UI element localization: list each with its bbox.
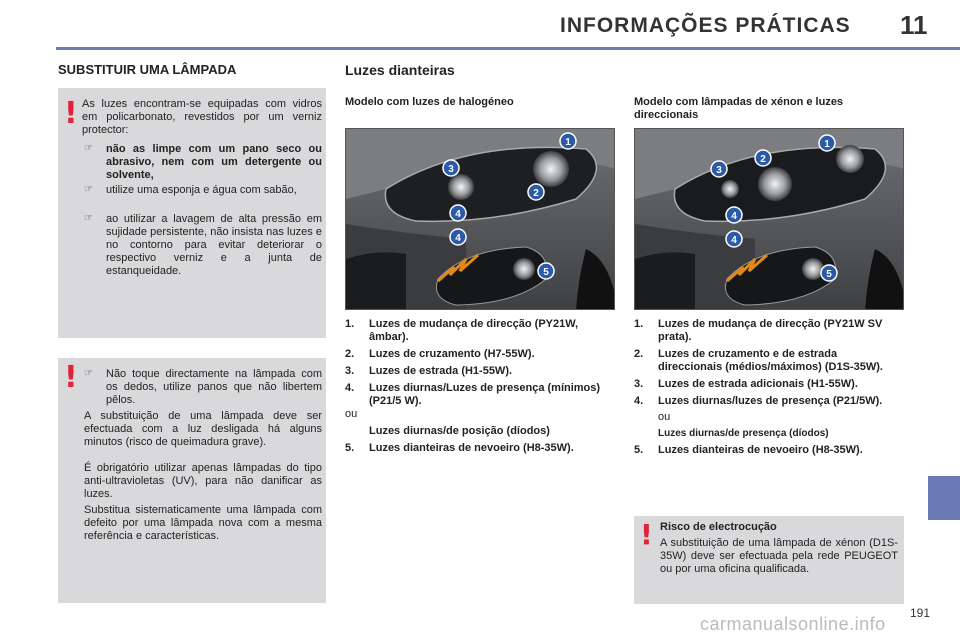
chapter-number: 11: [900, 10, 928, 40]
callout-1: 1: [824, 139, 830, 150]
hand-pointer-icon: ☞: [84, 184, 93, 195]
callout-3: 3: [716, 165, 722, 176]
xenon-headlight-illustration: [635, 129, 904, 310]
list-item: 4. Luzes diurnas/luzes de presença (P21/5W). ou Luzes diurnas/de presença (díodos): [634, 395, 883, 439]
cleaning-intro: As luzes encontram-se equipadas com vidros em policarbonato, revestidos por um verniz protector:: [82, 98, 322, 136]
handling-paragraph-2: É obrigatório utilizar apenas lâmpadas do tipo anti-ultravioletas (UV), para não danificar as luzes.: [84, 462, 322, 500]
callout-4-lower: 4: [455, 233, 461, 244]
warning-icon: !: [64, 96, 78, 131]
warning-box-cleaning: [58, 88, 326, 338]
cleaning-bullet-3: ao utilizar a lavagem de alta pressão em sujidade persistente, não insista nas luzes e no contorno para evitar deteriorar o respectivo verniz e a junta de estanqueidade.: [106, 213, 322, 277]
page-header-title: INFORMAÇÕES PRÁTICAS: [560, 14, 851, 37]
callout-3: 3: [448, 164, 454, 175]
warning-icon: !: [640, 518, 653, 551]
list-item: 1. Luzes de mudança de direcção (PY21W, âmbar).: [345, 318, 579, 343]
header-rule: [56, 47, 960, 50]
list-item: 4. Luzes diurnas/Luzes de presença (mínimos) (P21/5 W). ou Luzes diurnas/de posição (díodos): [345, 382, 601, 437]
callout-5: 5: [826, 269, 832, 280]
chapter-tab: [928, 476, 960, 520]
warning-icon: !: [64, 360, 78, 395]
halogen-bulb-list: [345, 318, 613, 459]
callout-2: 2: [760, 154, 766, 165]
front-lights-heading: Luzes dianteiras: [345, 62, 455, 78]
hand-pointer-icon: ☞: [84, 368, 93, 379]
cleaning-bullet-2: utilize uma esponja e água com sabão,: [106, 184, 297, 196]
list-item: 2. Luzes de cruzamento (H7-55W).: [345, 348, 535, 360]
callout-5: 5: [543, 267, 549, 278]
warning-box-bulb-handling: [58, 358, 326, 603]
list-item: 2. Luzes de cruzamento e de estrada direccionais (médios/máximos) (D1S-35W).: [634, 348, 883, 373]
electrocution-risk-box: [634, 516, 904, 604]
risk-text: A substituição de uma lâmpada de xénon (D1S-35W) deve ser efectuada pela rede PEUGEOT ou por uma oficina qualificada.: [660, 537, 898, 575]
cleaning-bullet-1: não as limpe com um pano seco ou abrasivo, nem com um detergente ou solvente,: [106, 143, 322, 181]
halogen-headlight-illustration: [346, 129, 615, 310]
halogen-headlight-photo: [345, 128, 615, 310]
callout-4-upper: 4: [731, 211, 737, 222]
xenon-bulb-list: [634, 318, 904, 461]
risk-title: Risco de electrocução: [660, 521, 777, 533]
hand-pointer-icon: ☞: [84, 143, 93, 154]
xenon-headlight-photo: [634, 128, 904, 310]
section-heading: SUBSTITUIR UMA LÂMPADA: [58, 62, 237, 77]
list-item: 5. Luzes dianteiras de nevoeiro (H8-35W).: [634, 444, 863, 456]
list-item: 1. Luzes de mudança de direcção (PY21W SV prata).: [634, 318, 883, 343]
watermark: carmanualsonline.info: [700, 614, 886, 634]
list-item: 3. Luzes de estrada (H1-55W).: [345, 365, 513, 377]
hand-pointer-icon: ☞: [84, 213, 93, 224]
handling-bullet: Não toque directamente na lâmpada com os dedos, utilize panos que não libertem pêlos.: [106, 368, 322, 406]
callout-1: 1: [565, 137, 571, 148]
handling-paragraph-3: Substitua sistematicamente uma lâmpada com defeito por uma lâmpada nova com a mesma referência e características.: [84, 504, 322, 542]
page-number: 191: [910, 606, 931, 620]
callout-4-upper: 4: [455, 209, 461, 220]
halogen-model-heading: Modelo com luzes de halogéneo: [345, 96, 514, 108]
callout-2: 2: [533, 188, 539, 199]
list-item: 5. Luzes dianteiras de nevoeiro (H8-35W).: [345, 442, 574, 454]
list-item: 3. Luzes de estrada adicionais (H1-55W).: [634, 378, 858, 390]
xenon-model-heading: Modelo com lâmpadas de xénon e luzes direccionais: [634, 96, 844, 121]
handling-paragraph-1: A substituição de uma lâmpada deve ser efectuada com a luz desligada há alguns minutos (risco de queimadura grave).: [84, 410, 322, 448]
callout-4-lower: 4: [731, 235, 737, 246]
